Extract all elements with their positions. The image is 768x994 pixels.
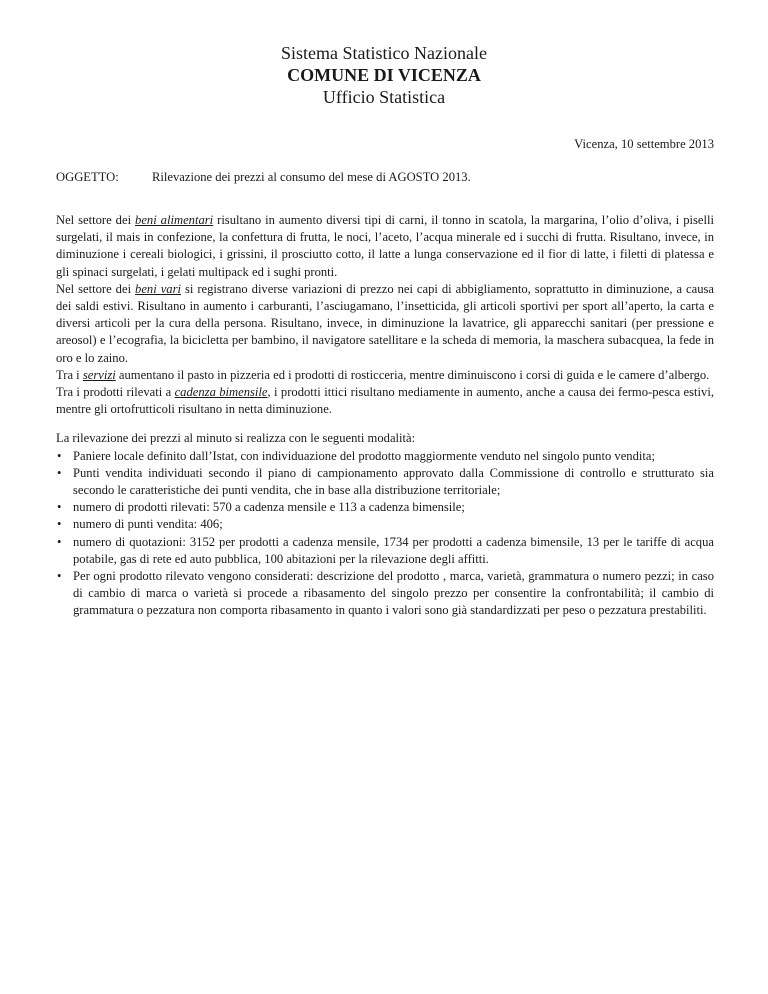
- list-item-text: numero di quotazioni: 3152 per prodotti a cadenza mensile, 1734 per prodotti a cadenza bimensile, 13 per le tariffe di acqua potabile, gas di rete ed auto pubblica, 100 abitazioni per la rilevazione degli affitti.: [73, 534, 714, 566]
- emphasized-term: beni alimentari: [135, 213, 214, 227]
- paragraph-text: si registrano diverse variazioni di prezzo nei capi di abbigliamento, soprattutto in diminuzione, a causa dei saldi estivi. Risultano in aumento i carburanti, l’asciugamano, l’insetticida, gli articoli sportivi per sport all’aperto, la carta e diversi articoli per la cura della persona. Risultano, invece, in diminuzione la lavatrice, gli apparecchi sanitari (per pressione e areosol) e l’ecografia, la bicicletta per bambino, il navigatore satellitare e la scheda di memoria, la maschera subacquea, la fede in oro e lo zaino.: [56, 281, 714, 365]
- paragraph-text: Nel settore dei: [56, 281, 136, 296]
- bullet-marker: •: [57, 500, 62, 515]
- body-paragraph-various-goods: [56, 281, 714, 367]
- subject-line: [0, 169, 768, 186]
- list-item: [56, 499, 714, 516]
- modalities-list: [56, 448, 714, 620]
- letterhead-municipality-line: COMUNE DI VICENZA: [287, 65, 481, 85]
- letterhead-office-line: Ufficio Statistica: [322, 87, 446, 107]
- letterhead-system-line: Sistema Statistico Nazionale: [281, 43, 487, 63]
- body-paragraph-bimonthly: [56, 384, 714, 418]
- list-item-text: Punti vendita individuati secondo il piano di campionamento approvato dalla Commissione di controllo e strutturato sia secondo le caratteristiche dei punti vendita, che in base alla distribuzione territoriale;: [73, 465, 714, 498]
- list-item: [56, 568, 714, 620]
- list-item-text: Per ogni prodotto rilevato vengono considerati: descrizione del prodotto , marca, varietà, grammatura o numero pezzi; in caso di cambio di marca o varietà si procede a ribasamento del singolo prezzo per consentire la confrontabilità; il cambio di grammatura o pezzatura non comporta ribasamento in quanto i valori sono già standardizzati per peso o pezzatura prestabiliti.: [73, 569, 714, 618]
- paragraph-text: Tra i: [56, 367, 83, 382]
- list-item: [56, 534, 714, 568]
- list-item-text: numero di prodotti rilevati: 570 a cadenza mensile e 113 a cadenza bimensile;: [73, 500, 465, 515]
- emphasized-term: beni vari: [135, 281, 181, 296]
- paragraph-text: aumentano il pasto in pizzeria ed i prodotti di rosticceria, mentre diminuiscono i corsi di guida e le camere d’albergo.: [115, 367, 710, 382]
- paragraph-text: risultano in aumento diversi tipi di carni, il tonno in scatola, la margarina, l’olio d’oliva, i piselli surgelati, il mais in confezione, la confettura di frutta, le noci, l’aceto, l’acqua minerale ed i succhi di frutta. Risultano, invece, in diminuzione i cereali biologici, i grissini, il prosciutto cotto, il latte a lunga conservazione ed il fior di latte, i filetti di platessa e gli spinaci surgelati, i gelati multipack ed i sughi pronti.: [56, 213, 714, 279]
- emphasized-term: servizi: [82, 367, 116, 382]
- emphasized-term: cadenza bimensile: [174, 385, 268, 400]
- modalities-intro: La rilevazione dei prezzi al minuto si realizza con le seguenti modalità:: [56, 431, 416, 446]
- subject-text: Rilevazione dei prezzi al consumo del mese di AGOSTO 2013.: [152, 170, 471, 184]
- body-paragraph-services: [56, 367, 714, 384]
- paragraph-text: , i prodotti ittici risultano mediamente in aumento, anche a causa dei fermo-pesca estivi, mentre gli ortofrutticoli risultano in netta diminuzione.: [56, 385, 714, 417]
- bullet-marker: •: [57, 534, 62, 549]
- paragraph-spacer: [56, 418, 714, 430]
- list-item: [56, 516, 714, 533]
- list-item: [56, 448, 714, 465]
- list-item-text: Paniere locale definito dall’Istat, con individuazione del prodotto maggiormente venduto nel singolo punto vendita;: [73, 448, 655, 463]
- letterhead: [0, 0, 768, 108]
- list-item: [56, 465, 714, 499]
- place-date-line: Vicenza, 10 settembre 2013: [574, 137, 714, 151]
- body-paragraph-food-goods: [56, 212, 714, 281]
- paragraph-text: Nel settore dei: [56, 213, 136, 227]
- paragraph-text: Tra i prodotti rilevati a: [56, 385, 175, 400]
- bullet-marker: •: [57, 517, 62, 532]
- letter-body: [56, 212, 714, 620]
- bullet-marker: •: [57, 465, 62, 480]
- bullet-marker: •: [57, 448, 62, 463]
- subject-label: OGGETTO:: [56, 170, 119, 184]
- list-item-text: numero di punti vendita: 406;: [73, 517, 223, 532]
- bullet-marker: •: [57, 569, 62, 584]
